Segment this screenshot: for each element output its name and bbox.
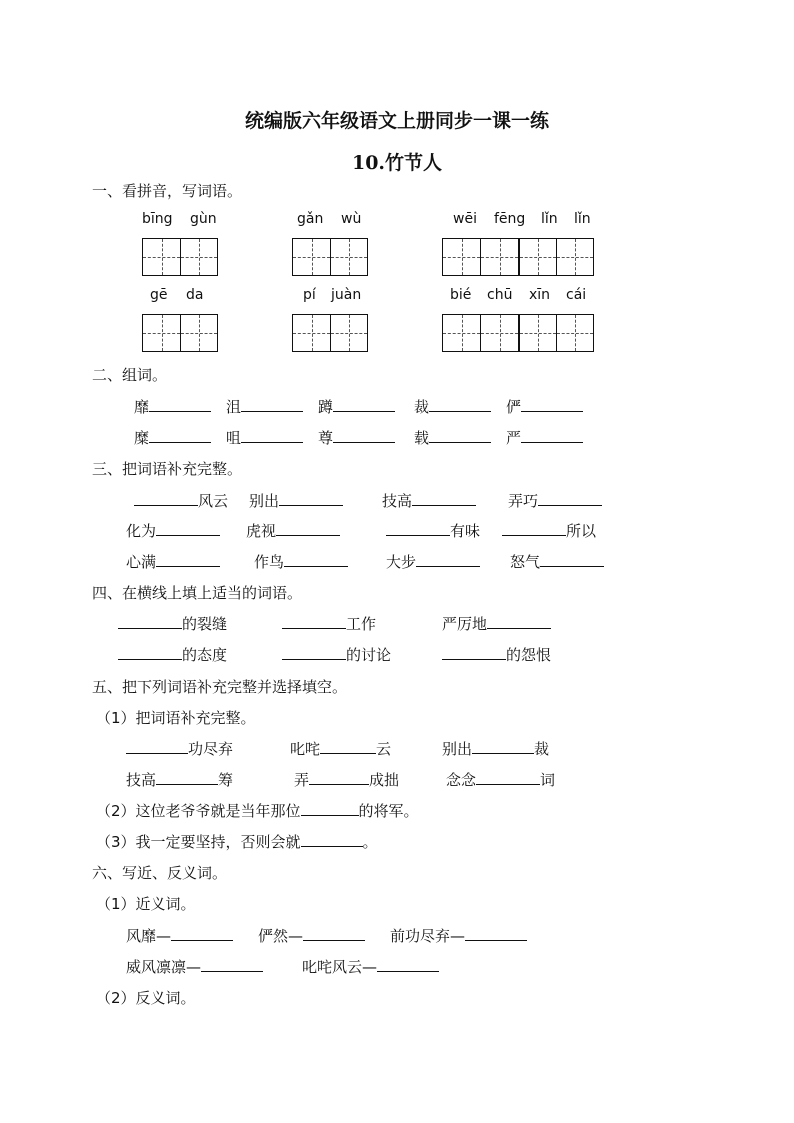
word-part: 所以 <box>566 522 597 540</box>
fill-item <box>294 769 399 790</box>
pinyin: gǎn <box>297 211 324 227</box>
answer-blank[interactable] <box>282 645 346 660</box>
fill-item <box>282 613 376 634</box>
answer-blank[interactable] <box>472 739 534 754</box>
grid-cell[interactable] <box>330 314 368 352</box>
pinyin: bīng <box>142 211 173 227</box>
word-part: 化为 <box>126 522 157 540</box>
pinyin: gùn <box>190 211 217 227</box>
pinyin: pí <box>303 287 316 303</box>
fill-item <box>446 769 555 790</box>
answer-blank[interactable] <box>303 926 365 941</box>
char-label: 裁 <box>414 398 430 416</box>
answer-blank[interactable] <box>149 428 211 443</box>
writing-grid[interactable] <box>142 314 218 352</box>
answer-blank[interactable] <box>301 801 359 816</box>
fill-item <box>318 396 395 417</box>
fill-item <box>126 925 233 946</box>
answer-blank[interactable] <box>118 614 182 629</box>
answer-blank[interactable] <box>377 957 439 972</box>
char-label: 靡 <box>134 398 150 416</box>
fill-item <box>414 396 491 417</box>
answer-blank[interactable] <box>429 428 491 443</box>
char-label: 糜 <box>134 429 150 447</box>
answer-blank[interactable] <box>429 397 491 412</box>
fill-item <box>510 551 604 572</box>
fill-item <box>290 738 391 759</box>
word-part: 前功尽弃— <box>390 927 466 945</box>
answer-blank[interactable] <box>279 491 343 506</box>
word-part: 心满 <box>126 553 157 571</box>
section2-heading: 二、组词。 <box>92 366 168 384</box>
word-part: 的裂缝 <box>182 615 228 633</box>
word-part: 弄 <box>294 771 310 789</box>
fill-item <box>246 520 340 541</box>
fill-item <box>134 427 211 448</box>
sub-question: （1）把词语补充完整。 <box>96 709 256 727</box>
char-label: 严 <box>506 429 522 447</box>
answer-blank[interactable] <box>134 491 198 506</box>
fill-item <box>126 769 233 790</box>
word-part: 大步 <box>386 553 417 571</box>
fill-item <box>126 551 220 572</box>
grid-cell[interactable] <box>180 314 218 352</box>
grid-cell[interactable] <box>292 238 330 276</box>
pinyin: juàn <box>331 287 362 303</box>
word-part: 裁 <box>534 740 550 758</box>
answer-blank[interactable] <box>276 521 340 536</box>
fill-item <box>386 520 480 541</box>
answer-blank[interactable] <box>309 770 369 785</box>
fill-item <box>226 396 303 417</box>
answer-blank[interactable] <box>465 926 527 941</box>
sub-question <box>96 800 419 821</box>
answer-blank[interactable] <box>156 770 218 785</box>
writing-grid[interactable] <box>142 238 218 276</box>
answer-blank[interactable] <box>241 397 303 412</box>
writing-grid[interactable] <box>442 314 594 352</box>
writing-grid[interactable] <box>442 238 594 276</box>
grid-cell[interactable] <box>442 314 480 352</box>
answer-blank[interactable] <box>333 397 395 412</box>
answer-blank[interactable] <box>540 552 604 567</box>
answer-blank[interactable] <box>156 552 220 567</box>
grid-cell[interactable] <box>180 238 218 276</box>
answer-blank[interactable] <box>538 491 602 506</box>
fill-item <box>258 925 365 946</box>
grid-cell[interactable] <box>480 238 518 276</box>
answer-blank[interactable] <box>241 428 303 443</box>
grid-cell[interactable] <box>442 238 480 276</box>
word-part: 别出 <box>442 740 473 758</box>
fill-item <box>318 427 395 448</box>
word-part: 怒气 <box>510 553 541 571</box>
answer-blank[interactable] <box>502 521 566 536</box>
fill-item <box>302 956 439 977</box>
answer-blank[interactable] <box>156 521 220 536</box>
fill-item <box>414 427 491 448</box>
word-part: 的怨恨 <box>506 646 552 664</box>
fill-item <box>506 427 583 448</box>
char-label: 载 <box>414 429 430 447</box>
answer-blank[interactable] <box>416 552 480 567</box>
word-part: 作鸟 <box>254 553 285 571</box>
word-part: 技高 <box>126 771 157 789</box>
sub-question <box>96 831 378 852</box>
answer-blank[interactable] <box>412 491 476 506</box>
writing-grid[interactable] <box>292 238 368 276</box>
fill-item <box>118 613 227 634</box>
char-label: 蹲 <box>318 398 334 416</box>
fill-item <box>382 490 476 511</box>
pinyin: xīn <box>529 287 551 303</box>
answer-blank[interactable] <box>171 926 233 941</box>
pinyin: cái <box>566 287 587 303</box>
word-part: 词 <box>540 771 556 789</box>
grid-cell[interactable] <box>556 238 594 276</box>
pinyin: bié <box>450 287 472 303</box>
answer-blank[interactable] <box>282 614 346 629</box>
fill-item <box>134 490 228 511</box>
word-part: 风靡— <box>126 927 172 945</box>
grid-cell[interactable] <box>518 238 556 276</box>
fill-item <box>249 490 343 511</box>
pinyin: lǐn <box>574 211 591 227</box>
word-part: 云 <box>376 740 392 758</box>
fill-item <box>442 613 551 634</box>
word-part: 虎视 <box>246 522 277 540</box>
fill-item <box>442 738 549 759</box>
answer-blank[interactable] <box>149 397 211 412</box>
grid-cell[interactable] <box>556 314 594 352</box>
word-part: 工作 <box>346 615 377 633</box>
char-label: 俨 <box>506 398 522 416</box>
pinyin: fēng <box>494 211 526 227</box>
fill-item <box>226 427 303 448</box>
fill-item <box>442 644 551 665</box>
answer-blank[interactable] <box>118 645 182 660</box>
fill-item <box>126 738 233 759</box>
word-part: 念念 <box>446 771 477 789</box>
answer-blank[interactable] <box>301 832 363 847</box>
answer-blank[interactable] <box>487 614 551 629</box>
question-text: （3）我一定要坚持，否则会就 <box>96 833 301 851</box>
page-title: 统编版六年级语文上册同步一课一练 <box>244 110 549 132</box>
answer-blank[interactable] <box>126 739 188 754</box>
fill-item <box>118 644 227 665</box>
answer-blank[interactable] <box>386 521 450 536</box>
fill-item <box>386 551 480 572</box>
word-part: 的讨论 <box>346 646 392 664</box>
fill-item <box>126 520 220 541</box>
section6-heading: 六、写近、反义词。 <box>92 864 228 882</box>
word-part: 弄巧 <box>508 492 539 510</box>
word-part: 成拙 <box>369 771 400 789</box>
word-part: 功尽弃 <box>188 740 234 758</box>
word-part: 技高 <box>382 492 413 510</box>
pinyin: da <box>186 287 204 303</box>
word-part: 俨然— <box>258 927 304 945</box>
fill-item <box>508 490 602 511</box>
writing-grid[interactable] <box>292 314 368 352</box>
section3-heading: 三、把词语补充完整。 <box>92 460 243 478</box>
answer-blank[interactable] <box>442 645 506 660</box>
fill-item <box>506 396 583 417</box>
grid-cell[interactable] <box>142 238 180 276</box>
pinyin: lǐn <box>541 211 558 227</box>
word-part: 风云 <box>198 492 229 510</box>
char-label: 沮 <box>226 398 242 416</box>
word-part: 叱咤风云— <box>302 958 378 976</box>
answer-blank[interactable] <box>521 397 583 412</box>
fill-item <box>254 551 348 572</box>
grid-cell[interactable] <box>518 314 556 352</box>
word-part: 严厉地 <box>442 615 488 633</box>
fill-item <box>134 396 211 417</box>
pinyin: gē <box>150 287 168 303</box>
word-part: 的态度 <box>182 646 228 664</box>
section5-heading: 五、把下列词语补充完整并选择填空。 <box>92 678 348 696</box>
answer-blank[interactable] <box>201 957 263 972</box>
sub-question: （2）反义词。 <box>96 989 196 1007</box>
word-part: 筹 <box>218 771 234 789</box>
fill-item <box>390 925 527 946</box>
question-text: 的将军。 <box>358 802 419 820</box>
fill-item <box>502 520 596 541</box>
grid-cell[interactable] <box>330 238 368 276</box>
answer-blank[interactable] <box>320 739 376 754</box>
grid-cell[interactable] <box>292 314 330 352</box>
word-part: 有味 <box>450 522 481 540</box>
grid-cell[interactable] <box>142 314 180 352</box>
answer-blank[interactable] <box>521 428 583 443</box>
section1-heading: 一、看拼音，写词语。 <box>92 182 243 200</box>
word-part: 别出 <box>249 492 280 510</box>
fill-item <box>282 644 391 665</box>
pinyin: chū <box>487 287 513 303</box>
lesson-title: 10.竹节人 <box>351 152 443 174</box>
answer-blank[interactable] <box>284 552 348 567</box>
section4-heading: 四、在横线上填上适当的词语。 <box>92 584 303 602</box>
question-text: （2）这位老爷爷就是当年那位 <box>96 802 301 820</box>
char-label: 尊 <box>318 429 334 447</box>
pinyin: wēi <box>453 211 477 227</box>
question-text: 。 <box>362 833 378 851</box>
pinyin: wù <box>341 211 362 227</box>
char-label: 咀 <box>226 429 242 447</box>
sub-question: （1）近义词。 <box>96 895 196 913</box>
answer-blank[interactable] <box>476 770 540 785</box>
answer-blank[interactable] <box>333 428 395 443</box>
fill-item <box>126 956 263 977</box>
word-part: 叱咤 <box>290 740 321 758</box>
grid-cell[interactable] <box>480 314 518 352</box>
word-part: 威风凛凛— <box>126 958 202 976</box>
